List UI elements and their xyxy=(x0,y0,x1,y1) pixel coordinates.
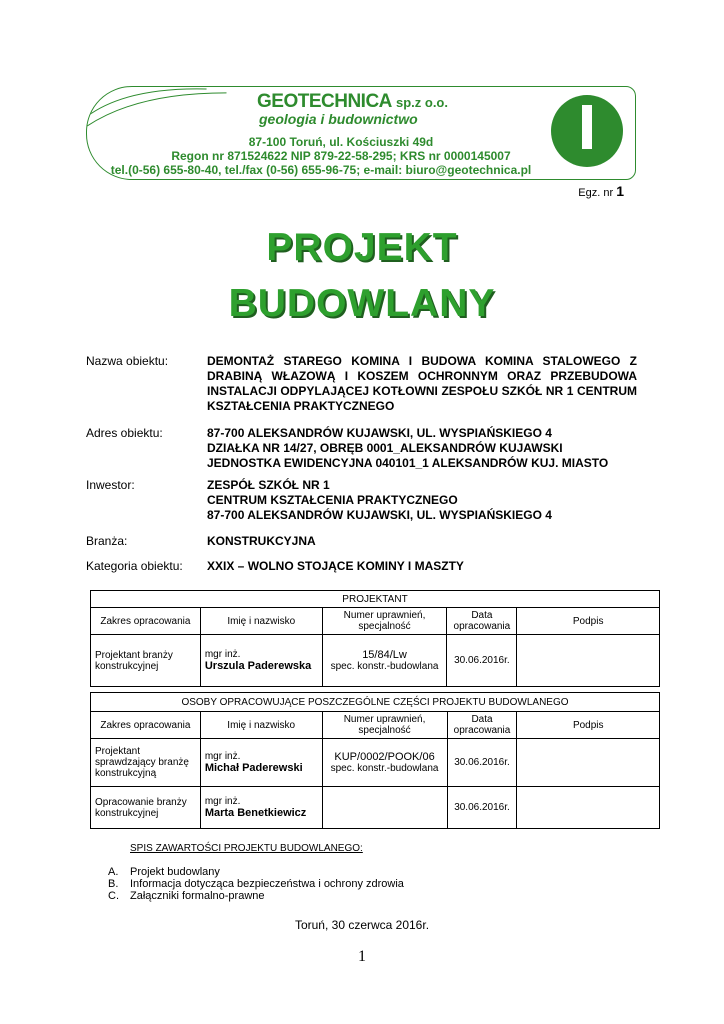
list-item: C. Załączniki formalno-prawne xyxy=(108,890,265,902)
page-title-line2: BUDOWLANY xyxy=(228,282,496,325)
license-cell xyxy=(322,787,447,829)
place-date: Toruń, 30 czerwca 2016r. xyxy=(294,918,430,932)
scope-cell: Projektant branży konstrukcyjnej xyxy=(91,635,201,687)
person-name: Marta Benetkiewicz xyxy=(204,807,307,819)
person-title: mgr inż. xyxy=(204,751,241,762)
inwestor-line: CENTRUM KSZTAŁCENIA PRAKTYCZNEGO xyxy=(207,493,458,507)
signature-cell xyxy=(517,739,660,787)
signature-cell xyxy=(517,635,660,687)
table-header: Podpis xyxy=(517,712,660,739)
table-caption: OSOBY OPRACOWUJĄCE POSZCZEGÓLNE CZĘŚCI PROJEKTU BUDOWLANEGO xyxy=(91,693,660,712)
name-cell xyxy=(200,635,322,687)
company-contact: tel.(0-56) 655-80-40, tel./fax (0-56) 655-96-75; e-mail: biuro@geotechnica.pl xyxy=(110,163,532,177)
table-row xyxy=(91,787,660,829)
company-registry: Regon nr 871524622 NIP 879-22-58-295; KRS nr 0000145007 xyxy=(171,149,511,163)
table-header: Zakres opracowania xyxy=(91,608,201,635)
name-cell xyxy=(200,787,322,829)
table-row xyxy=(91,635,660,687)
license-number: 15/84/Lw xyxy=(362,649,407,661)
table-header: Data opracowania xyxy=(447,712,517,739)
copy-number: Egz. nr 1 xyxy=(578,183,624,199)
inwestor-line: 87-700 ALEKSANDRÓW KUJAWSKI, UL. WYSPIAŃSKIEGO 4 xyxy=(207,508,552,522)
adres-label: Adres obiektu: xyxy=(86,426,163,440)
inwestor-value xyxy=(207,478,637,523)
person-title: mgr inż. xyxy=(204,649,241,660)
license-number: KUP/0002/POOK/06 xyxy=(334,751,435,763)
date-cell: 30.06.2016r. xyxy=(447,787,517,829)
kategoria-value: XXIX – WOLNO STOJĄCE KOMINY I MASZTY xyxy=(207,559,464,573)
kategoria-label: Kategoria obiektu: xyxy=(86,559,183,573)
contents-title: SPIS ZAWARTOŚCI PROJEKTU BUDOWLANEGO: xyxy=(130,843,363,854)
adres-line: JEDNOSTKA EWIDENCYJNA 040101_1 ALEKSANDRÓW KUJ. MIASTO xyxy=(207,456,609,470)
company-header xyxy=(86,86,636,180)
scope-cell: Projektant sprawdzający branżę konstrukcyjną xyxy=(91,739,201,787)
table-header: Numer uprawnień, specjalność xyxy=(322,608,447,635)
table-row xyxy=(91,739,660,787)
table-caption: PROJEKTANT xyxy=(91,591,660,608)
designer-table xyxy=(90,590,660,687)
branza-label: Branża: xyxy=(86,534,128,548)
branza-value: KONSTRUKCYJNA xyxy=(207,534,316,548)
nazwa-value: DEMONTAŻ STAREGO KOMINA I BUDOWA KOMINA STALOWEGO Z DRABINĄ WŁAZOWĄ I KOSZEM OCHRONNYM ORAZ PRZEBUDOWA INSTALACJI ODPYLAJĄCEJ KOTŁOWNI ZESPOŁU SZKÓŁ NR 1 CENTRUM KSZTAŁCENIA PRAKTYCZNEGO xyxy=(207,354,637,413)
table-header: Imię i nazwisko xyxy=(200,712,322,739)
page-title-line1: PROJEKT xyxy=(266,226,458,269)
adres-line: DZIAŁKA NR 14/27, OBRĘB 0001_ALEKSANDRÓW KUJAWSKI xyxy=(207,441,563,455)
company-subtitle: geologia i budownictwo xyxy=(259,111,418,127)
scope-cell: Opracowanie branży konstrukcyjnej xyxy=(91,787,201,829)
license-spec: spec. konstr.-budowlana xyxy=(330,661,439,672)
table-header: Zakres opracowania xyxy=(91,712,201,739)
person-name: Michał Paderewski xyxy=(204,762,303,774)
page-number: 1 xyxy=(358,948,366,965)
company-address: 87-100 Toruń, ul. Kościuszki 49d xyxy=(248,135,434,149)
nazwa-label: Nazwa obiektu: xyxy=(86,354,169,368)
inwestor-line: ZESPÓŁ SZKÓŁ NR 1 xyxy=(207,478,330,492)
date-cell: 30.06.2016r. xyxy=(447,739,517,787)
contents-list xyxy=(108,866,404,902)
adres-line: 87-700 ALEKSANDRÓW KUJAWSKI, UL. WYSPIAŃSKIEGO 4 xyxy=(207,426,552,440)
adres-value xyxy=(207,426,637,471)
company-logo xyxy=(551,95,623,167)
signature-cell xyxy=(517,787,660,829)
license-cell xyxy=(322,635,447,687)
table-header: Imię i nazwisko xyxy=(200,608,322,635)
name-cell xyxy=(200,739,322,787)
table-header: Podpis xyxy=(517,608,660,635)
table-header: Numer uprawnień, specjalność xyxy=(322,712,447,739)
table-header: Data opracowania xyxy=(447,608,517,635)
person-title: mgr inż. xyxy=(204,796,241,807)
list-item: B. Informacja dotycząca bezpieczeństwa i ochrony zdrowia xyxy=(108,878,404,890)
license-cell xyxy=(322,739,447,787)
license-spec: spec. konstr.-budowlana xyxy=(330,763,439,774)
list-item: A. Projekt budowlany xyxy=(108,866,220,878)
date-cell: 30.06.2016r. xyxy=(447,635,517,687)
contributors-table xyxy=(90,692,660,829)
company-name: GEOTECHNICA sp.z o.o. xyxy=(257,91,448,112)
person-name: Urszula Paderewska xyxy=(204,660,312,672)
inwestor-label: Inwestor: xyxy=(86,478,135,492)
